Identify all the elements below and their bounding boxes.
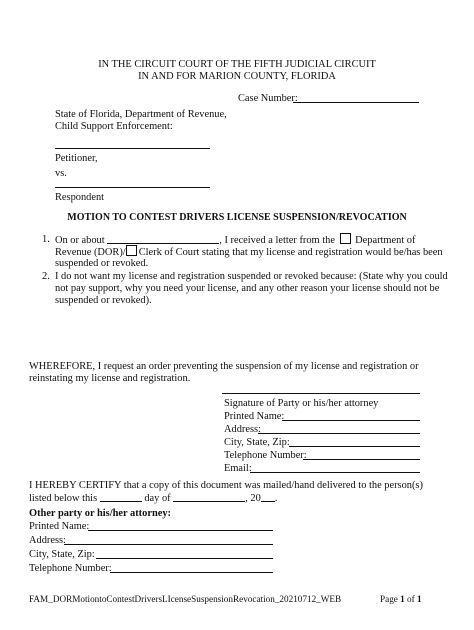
certify-year-field[interactable] [261, 491, 275, 502]
other-party-heading: Other party or his/her attorney: [29, 508, 171, 519]
certify-day-field[interactable] [100, 491, 142, 502]
op-telephone-field[interactable] [110, 572, 273, 573]
wherefore-line2: reinstating my license and registration. [29, 373, 191, 384]
wherefore-line1: WHEREFORE, I request an order preventing the suspension of my license and registration or [29, 361, 419, 372]
sig-printed-name-label: Printed Name: [224, 411, 285, 422]
page-total: 1 [417, 594, 422, 604]
motion-title: MOTION TO CONTEST DRIVERS LICENSE SUSPENSION/REVOCATION [67, 212, 407, 223]
signature-line[interactable] [222, 393, 420, 394]
certify-text-d: . [274, 493, 278, 504]
sig-email-label: Email: [224, 463, 252, 474]
reason-text-area[interactable] [55, 308, 435, 356]
sig-telephone-field[interactable] [303, 459, 420, 460]
item2-number: 2. [42, 271, 50, 282]
case-number-field[interactable] [293, 102, 419, 103]
page-current: 1 [400, 594, 405, 604]
respondent-name-field[interactable] [55, 187, 210, 188]
petitioner-name-field[interactable] [55, 148, 210, 149]
item1-text-b: , I received a letter from the [219, 235, 335, 246]
item1-text-e: Clerk of Court stating that my license and registration would be/has been [138, 247, 443, 258]
sig-address-label: Address: [224, 424, 261, 435]
sig-telephone-label: Telephone Number: [224, 450, 307, 461]
page-prefix: Page [380, 594, 398, 604]
op-telephone-label: Telephone Number: [29, 563, 112, 574]
certify-month-field[interactable] [173, 491, 245, 502]
page-indicator [380, 593, 422, 606]
item2-line3: suspended or revoked). [55, 295, 152, 306]
certify-text-b: day of [144, 493, 171, 504]
sig-email-field[interactable] [250, 472, 420, 473]
op-city-field[interactable] [96, 558, 273, 559]
case-number-label: Case Number: [238, 93, 298, 104]
certify-text-c: , 20 [245, 493, 261, 504]
sig-address-field[interactable] [258, 433, 420, 434]
court-heading-line1: IN THE CIRCUIT COURT OF THE FIFTH JUDICIAL CIRCUIT [98, 59, 376, 70]
page-of: of [407, 594, 415, 604]
certify-text-a: listed below this [29, 493, 98, 504]
item2-line1: I do not want my license and registration suspended or revoked because: (State why you could [55, 271, 448, 282]
petitioner-label: Petitioner, [55, 153, 98, 164]
plaintiff-line1: State of Florida, Department of Revenue, [55, 109, 227, 120]
op-printed-name-field[interactable] [88, 530, 273, 531]
item1-text-a: On or about [55, 235, 105, 246]
sig-city-field[interactable] [289, 446, 420, 447]
certify-line2 [29, 491, 277, 505]
sig-printed-name-field[interactable] [282, 420, 420, 421]
signature-label: Signature of Party or his/her attorney [224, 398, 379, 409]
vs-label: vs. [55, 168, 67, 179]
plaintiff-line2: Child Support Enforcement: [55, 121, 173, 132]
court-heading-line2: IN AND FOR MARION COUNTY, FLORIDA [138, 71, 336, 82]
item1-text-d: Revenue (DOR)/ [55, 247, 126, 258]
respondent-label: Respondent [55, 192, 105, 203]
item2-line2: not pay support, why you need your license, and any other reason your license should not be [55, 283, 440, 294]
op-address-label: Address: [29, 535, 66, 546]
op-city-label: City, State, Zip: [29, 549, 95, 560]
item1-number: 1. [42, 234, 50, 245]
item1-text-c: Department of [355, 235, 416, 246]
op-printed-name-label: Printed Name: [29, 521, 90, 532]
sig-city-label: City, State, Zip: [224, 437, 290, 448]
op-address-field[interactable] [64, 544, 273, 545]
form-id: FAM_DORMotiontoContestDriversLIcenseSuspensionRevocation_20210712_WEB [29, 594, 342, 604]
certify-line1: I HEREBY CERTIFY that a copy of this document was mailed/hand delivered to the person(s) [29, 480, 423, 491]
dor-checkbox[interactable] [340, 233, 351, 244]
item1-line3: suspended or revoked. [55, 258, 149, 269]
clerk-checkbox[interactable] [126, 245, 137, 256]
letter-date-field[interactable] [107, 233, 219, 244]
